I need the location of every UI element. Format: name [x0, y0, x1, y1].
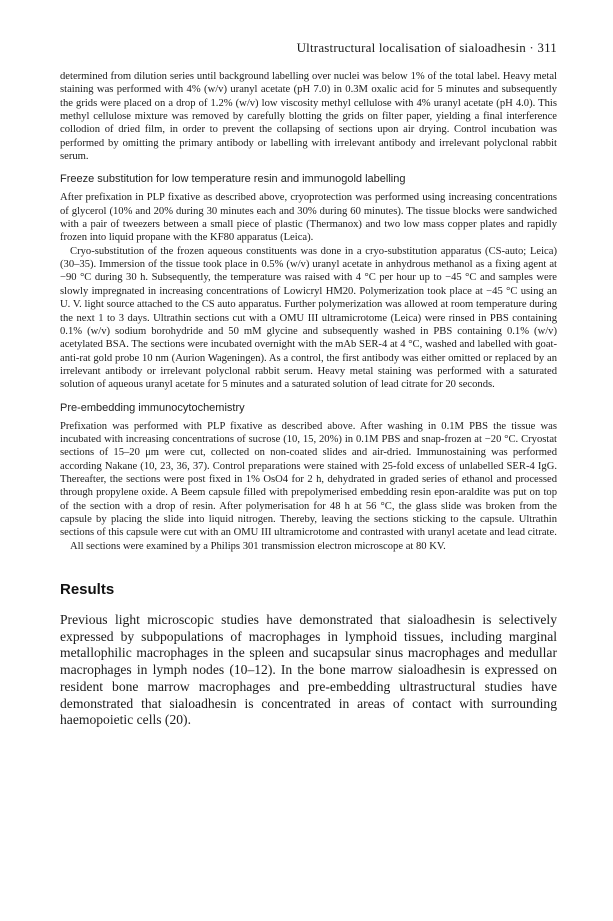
paragraph-microscope: All sections were examined by a Philips 301 transmission electron microscope at 80 KV.	[70, 540, 446, 552]
methods-section	[60, 70, 557, 553]
running-head: Ultrastructural localisation of sialoadhesin · 311	[296, 40, 557, 55]
heading-results: Results	[60, 581, 115, 598]
paragraph-prefixation: After prefixation in PLP fixative as described above, cryoprotection was performed using increasing concentrations of glycerol (10% and 20% during 30 minutes each and 30% during 60 minutes). The tissue blocks were sandwiched with a pair of tweezers between a small piece of plastic (Thermanox) and two low mass copper plates and rapidly frozen into liquid propane with the KF80 apparatus (Leica).	[60, 192, 557, 244]
paragraph-pre-embedding: Prefixation was performed with PLP fixative as described above. After washing in 0.1M PBS the tissue was incubated with increasing concentrations of sucrose (10, 15, 20%) in 0.1M PBS and snap-frozen at −20 °C. Cryostat sections of 15–20 μm were cut, collected on non-coated slides and air-dried. Immunostaining was performed according Nakane (10, 23, 36, 37). Control preparations were stained with 25-fold excess of unlabelled SER-4 IgG. Thereafter, the sections were post fixed in 1% OsO4 for 2 h, dehydrated in graded series of ethanol and processed through propylene oxide. A Beem capsule filled with prepolymerised embedding resin epon-araldite was put on top of the section with a drop of resin. After polymerisation for 48 h at 56 °C, the glass slide was broken from the capsule by placing the slide into liquid nitrogen. Thereby, leaving the sections sticking to the capsule. Ultrathin sections of this capsule were cut with an OMU III ultramicrotome and contrasted with uranyl acetate and lead citrate.	[60, 420, 557, 539]
heading-pre-embedding: Pre-embedding immunocytochemistry	[60, 401, 245, 414]
heading-freeze-substitution: Freeze substitution for low temperature resin and immunogold labelling	[60, 173, 406, 186]
paragraph-results: Previous light microscopic studies have demonstrated that sialoadhesin is selectively expressed by subpopulations of macrophages in lymphoid tissues, including marginal metallophilic macrophages in the spleen and sucapsular sinus macrophages and medullar macrophages in lymph nodes (10–12). In the bone marrow sialoadhesin is expressed on resident bone marrow macrophages and pre-embedding ultrastructural studies have demonstrated that sialoadhesin is concentrated in areas of contact with surrounding haemopoietic cells (20).	[60, 612, 557, 728]
document-page	[60, 40, 557, 729]
paragraph-cryo-substitution: Cryo-substitution of the frozen aqueous constituents was done in a cryo-substitution apparatus (CS-auto; Leica) (30–35). Immersion of the tissue took place in 0.5% (w/v) uranyl acetate in anhydrous methanol as a fixing agent at −90 °C during 30 h. Subsequently, the temperature was raised with 4 °C per hour up to −45 °C and samples were slowly impregnated in increasing concentrations of Lowicryl HM20. Polymerization took place at −45 °C using an U. V. light source attached to the CS auto apparatus. Further polymerization was allowed at room temperature during the next 1 to 3 days. Ultrathin sections cut with a OMU III ultramicrotome (Leica) were rinsed in PBS containing 0.1% (w/v) sodium borohydride and 50 mM glycine and subsequently washed in PBS containing 0.1% (w/v) acetylated BSA. The sections were incubated overnight with the mAb SER-4 at 4 °C, washed and labelled with goat-anti-rat gold probe 10 nm (Aurion Wageningen). As a control, the first antibody was either omitted or replaced by an irrelevant antibody or irrelevant polyclonal rabbit serum. Heavy metal staining was performed with a saturated solution of aqueous uranyl acetate for 5 minutes and a saturated solution of lead citrate for 20 seconds.	[60, 245, 557, 391]
paragraph-staining: determined from dilution series until background labelling over nuclei was below 1% of the total label. Heavy metal staining was performed with 4% (w/v) uranyl acetate (pH 7.0) in 0.3M oxalic acid for 5 minutes and subsequently the grids were placed on a drop of 1.2% (w/v) low viscosity methyl cellulose with 4% uranyl acetate (pH 4.0). This methyl cellulose mixture was removed by carefully blotting the grids on filter paper, yielding a final interference collodion of dried film, in order to prevent the collapsing of sections upon air drying. Control incubation was performed by omitting the primary antibody or labelling with irrelevant antibody and irrelevant polyclonal rabbit serum.	[60, 71, 557, 163]
results-section	[60, 612, 557, 729]
